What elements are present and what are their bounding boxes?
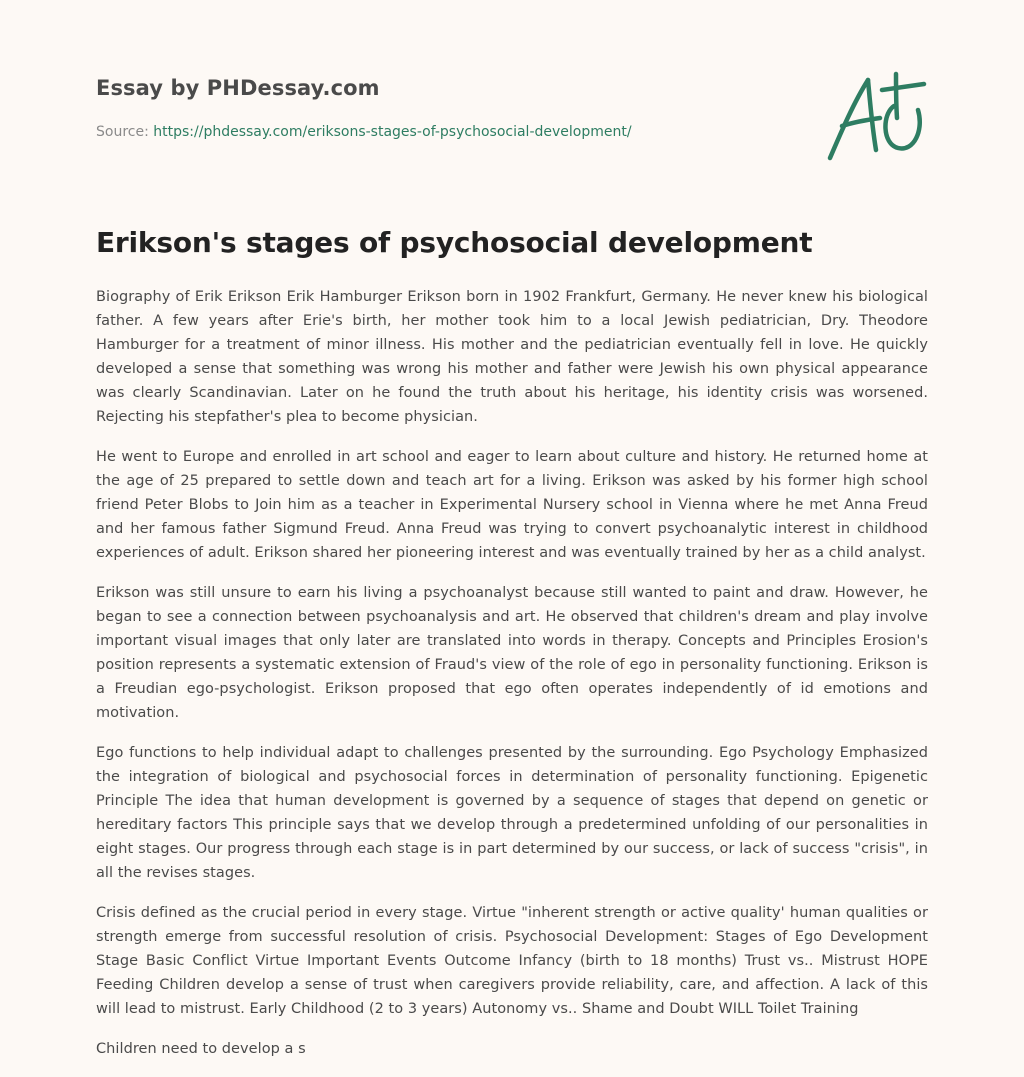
page-header	[96, 0, 928, 200]
essay-paragraph: Biography of Erik Erikson Erik Hamburger Erikson born in 1902 Frankfurt, Germany. He never knew his biological father. A few years after Erie's birth, her mother took him to a local Jewish pediatrician, Dry. Theodore Hamburger for a treatment of minor illness. His mother and the pediatrician eventually fell in love. He quickly developed a sense that something was wrong his mother and father were Jewish his own physical appearance was clearly Scandinavian. Later on he found the truth about his heritage, his identity crisis was worsened. Rejecting his stepfather's plea to become physician.	[96, 289, 928, 425]
source-line	[96, 124, 632, 140]
essay-page	[96, 0, 928, 1057]
essay-paragraph: He went to Europe and enrolled in art school and eager to learn about culture and history. He returned home at the age of 25 prepared to settle down and teach art for a living. Erikson was asked by his former high school friend Peter Blobs to Join him as a teacher in Experimental Nursery school in Vienna where he met Anna Freud and her famous father Sigmund Freud. Anna Freud was trying to convert psychoanalytic interest in childhood experiences of adult. Erikson shared her pioneering interest and was eventually trained by her as a child analyst.	[96, 449, 928, 561]
essay-body	[96, 285, 928, 1077]
essay-paragraph-truncated: Children need to develop a s	[96, 1041, 306, 1057]
source-link[interactable]: https://phdessay.com/eriksons-stages-of-psychosocial-development/	[153, 124, 632, 140]
source-label: Source:	[96, 124, 154, 140]
essay-paragraph: Crisis defined as the crucial period in every stage. Virtue "inherent strength or active quality' human qualities or strength emerge from successful resolution of crisis. Psychosocial Development: Stages of Ego Development Stage Basic Conflict Virtue Important Events Outcome Infancy (birth to 18 months) Trust vs.. Mistrust HOPE Feeding Children develop a sense of trust when caregivers provide reliability, care, and affection. A lack of this will lead to mistrust. Early Childhood (2 to 3 years) Autonomy vs.. Shame and Doubt WILL Toilet Training	[96, 905, 928, 1017]
site-brand: Essay by PHDessay.com	[96, 76, 380, 100]
a-plus-logo-icon	[824, 68, 928, 164]
essay-paragraph: Ego functions to help individual adapt to challenges presented by the surrounding. Ego Psychology Emphasized the integration of biological and psychosocial forces in determination of personality functioning. Epigenetic Principle The idea that human development is governed by a sequence of stages that depend on genetic or hereditary factors This principle says that we develop through a predetermined unfolding of our personalities in eight stages. Our progress through each stage is in part determined by our success, or lack of success "crisis", in all the revises stages.	[96, 745, 928, 881]
essay-title: Erikson's stages of psychosocial development	[96, 226, 813, 259]
essay-paragraph: Erikson was still unsure to earn his living a psychoanalyst because still wanted to paint and draw. However, he began to see a connection between psychoanalysis and art. He observed that children's dream and play involve important visual images that only later are translated into words in therapy. Concepts and Principles Erosion's position represents a systematic extension of Fraud's view of the role of ego in personality functioning. Erikson is a Freudian ego-psychologist. Erikson proposed that ego often operates independently of id emotions and motivation.	[96, 585, 928, 721]
